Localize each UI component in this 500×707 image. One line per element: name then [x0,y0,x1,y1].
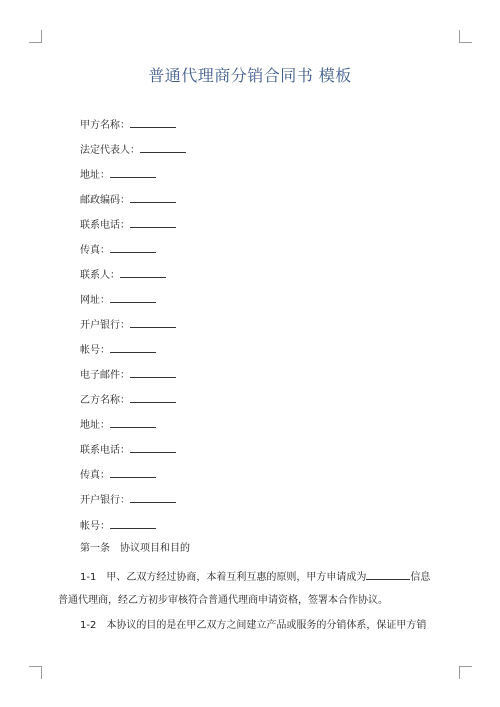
fill-in-blank[interactable] [130,192,176,203]
field-label: 联系电话： [80,445,130,456]
field-legal-representative [80,142,186,157]
field-fax-b [80,467,156,482]
corner-mark-bottom-right [459,666,472,679]
corner-mark-top-right [459,30,472,43]
field-label: 地址： [80,170,110,181]
corner-mark-top-left [29,30,42,43]
field-address-b [80,417,156,432]
paragraph-1-2-line-1 [80,620,426,632]
field-email [80,367,176,382]
field-label: 开户银行： [80,320,130,331]
fill-in-blank[interactable] [110,292,156,303]
clause-text: 甲、乙双方经过协商，本着互利互惠的原则，甲方申请成为 [106,572,367,583]
field-label: 地址： [80,420,110,431]
field-party-a-name [80,117,176,132]
field-label: 乙方名称： [80,395,130,406]
field-label: 帐号： [80,345,110,356]
clause-text: 本协议的目的是在甲乙双方之间建立产品或服务的分销体系，保证甲方销 [106,620,427,631]
fill-in-blank[interactable] [366,569,410,580]
paragraph-1-1-line-1 [80,569,430,584]
clause-number: 1-2 [80,620,97,631]
fill-in-blank[interactable] [130,117,176,128]
field-fax [80,242,156,257]
clause-number: 1-1 [80,572,97,583]
fill-in-blank[interactable] [120,267,166,278]
field-label: 联系人： [80,270,120,281]
fill-in-blank[interactable] [130,492,176,503]
fill-in-blank[interactable] [130,442,176,453]
article-1-heading: 第一条 协议项目和目的 [80,543,190,554]
field-phone [80,217,176,232]
fill-in-blank[interactable] [130,367,176,378]
field-phone-b [80,442,176,457]
document-title: 普通代理商分销合同书 模板 [148,66,352,85]
paragraph-1-1-line-2: 普通代理商，经乙方初步审核符合普通代理商申请资格，签署本合作协议。 [58,595,388,606]
field-label: 传真： [80,470,110,481]
fill-in-blank[interactable] [110,417,156,428]
fill-in-blank[interactable] [110,467,156,478]
field-label: 法定代表人： [80,145,140,156]
field-address [80,167,156,182]
clause-text: 信息 [410,572,431,583]
field-label: 甲方名称： [80,120,130,131]
corner-mark-bottom-left [29,666,42,679]
field-label: 网址： [80,295,110,306]
field-account-b [80,518,156,533]
field-label: 电子邮件： [80,370,130,381]
fill-in-blank[interactable] [110,342,156,353]
fill-in-blank[interactable] [110,242,156,253]
fill-in-blank[interactable] [130,217,176,228]
field-label: 开户银行： [80,495,130,506]
fill-in-blank[interactable] [130,392,176,403]
field-party-b-name [80,392,176,407]
field-postal-code [80,192,176,207]
field-bank [80,317,176,332]
fill-in-blank[interactable] [110,518,156,529]
fill-in-blank[interactable] [110,167,156,178]
field-website [80,292,156,307]
field-label: 帐号： [80,521,110,532]
field-contact-person [80,267,166,282]
field-bank-b [80,492,176,507]
fill-in-blank[interactable] [130,317,176,328]
field-label: 邮政编码： [80,195,130,206]
field-account [80,342,156,357]
field-label: 联系电话： [80,220,130,231]
field-label: 传真： [80,245,110,256]
fill-in-blank[interactable] [140,142,186,153]
